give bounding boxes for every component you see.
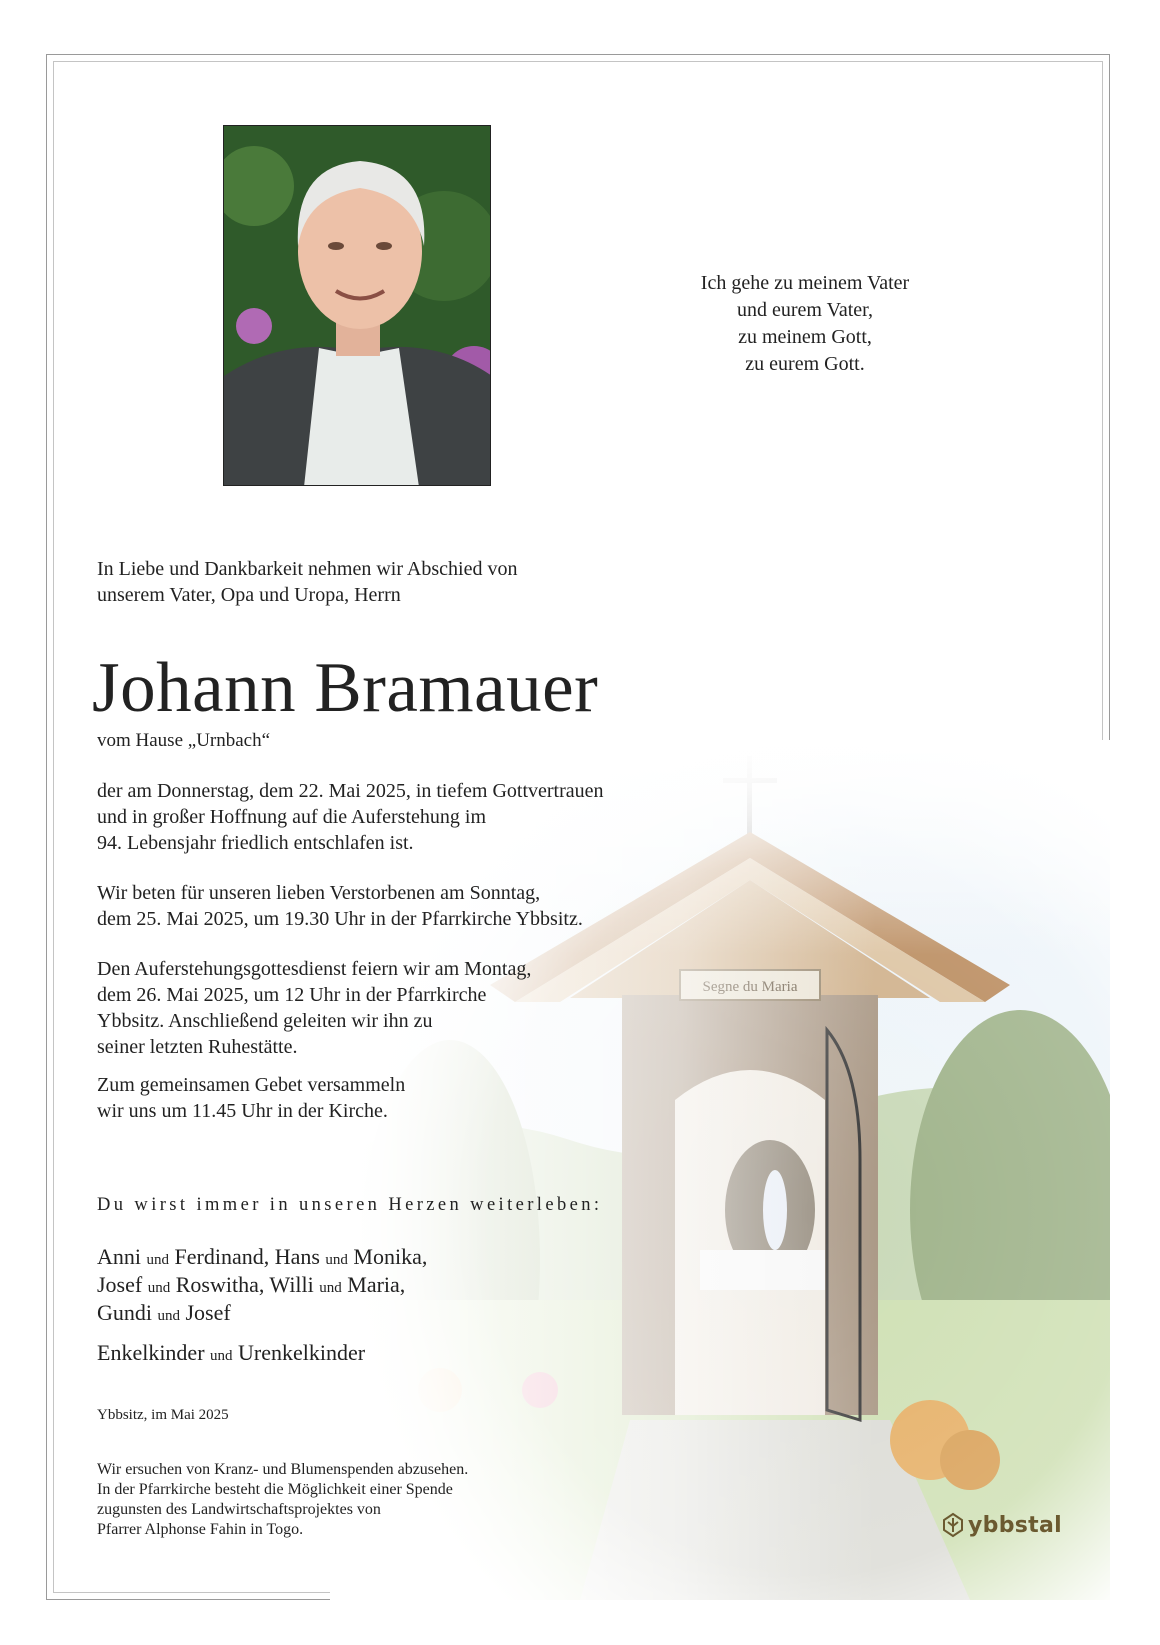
mourner-name: Anni bbox=[97, 1244, 141, 1269]
place-date: Ybbsitz, im Mai 2025 bbox=[97, 1407, 229, 1423]
donation-line: zugunsten des Landwirtschaftsprojektes von bbox=[97, 1501, 381, 1518]
ybbstal-logo bbox=[942, 1512, 1062, 1538]
verse-line: zu eurem Gott. bbox=[745, 353, 865, 375]
gathering-notice bbox=[97, 1072, 405, 1124]
gathering-line: Zum gemeinsamen Gebet versammeln bbox=[97, 1074, 406, 1096]
logo-text: ybbstal bbox=[968, 1512, 1062, 1538]
donation-line: Wir ersuchen von Kranz- und Blumenspenden abzusehen. bbox=[97, 1461, 469, 1478]
prayer-notice bbox=[97, 880, 583, 932]
mourner-name: Maria, bbox=[347, 1272, 406, 1297]
death-notice-line: und in großer Hoffnung auf die Auferstehung im bbox=[97, 806, 486, 828]
deceased-name: Johann Bramauer bbox=[92, 649, 599, 727]
mourner-name: Josef bbox=[97, 1272, 143, 1297]
prayer-line: dem 25. Mai 2025, um 19.30 Uhr in der Pfarrkirche Ybbsitz. bbox=[97, 908, 583, 930]
funeral-line: Den Auferstehungsgottesdienst feiern wir am Montag, bbox=[97, 958, 532, 980]
mourners-row bbox=[97, 1299, 231, 1330]
verse-line: Ich gehe zu meinem Vater bbox=[700, 272, 910, 294]
mourners-row bbox=[97, 1243, 427, 1274]
intro-line: In Liebe und Dankbarkeit nehmen wir Abschied von bbox=[97, 558, 518, 580]
mourner-name: Enkelkinder bbox=[97, 1340, 205, 1365]
intro-text bbox=[97, 556, 517, 608]
mourner-name: Monika, bbox=[353, 1244, 428, 1269]
logo-mark-icon bbox=[942, 1512, 964, 1538]
gathering-line: wir uns um 11.45 Uhr in der Kirche. bbox=[97, 1100, 388, 1122]
verse-line: zu meinem Gott, bbox=[738, 326, 872, 348]
conjunction: und bbox=[210, 1348, 233, 1364]
mourner-name: Urenkelkinder bbox=[238, 1340, 366, 1365]
funeral-line: Ybbsitz. Anschließend geleiten wir ihn zu bbox=[97, 1010, 433, 1032]
mourner-name: Josef bbox=[185, 1300, 231, 1325]
conjunction: und bbox=[319, 1280, 342, 1296]
house-name: vom Hause „Urnbach“ bbox=[97, 730, 271, 751]
conjunction: und bbox=[147, 1280, 171, 1296]
intro-line: unserem Vater, Opa und Uropa, Herrn bbox=[97, 584, 401, 606]
donation-line: Pfarrer Alphonse Fahin in Togo. bbox=[97, 1521, 304, 1538]
mourner-name: Gundi bbox=[97, 1300, 152, 1325]
mourner-name: Roswitha, Willi bbox=[175, 1272, 314, 1297]
mourner-name: Ferdinand, Hans bbox=[174, 1244, 320, 1269]
bible-verse bbox=[640, 270, 970, 378]
conjunction: und bbox=[325, 1252, 348, 1268]
prayer-line: Wir beten für unseren lieben Verstorbenen am Sonntag, bbox=[97, 882, 541, 904]
death-notice-line: der am Donnerstag, dem 22. Mai 2025, in tiefem Gottvertrauen bbox=[97, 780, 604, 802]
conjunction: und bbox=[157, 1308, 180, 1324]
verse-line: und eurem Vater, bbox=[736, 299, 873, 321]
funeral-notice bbox=[97, 956, 531, 1060]
portrait-photo bbox=[223, 125, 491, 486]
funeral-line: dem 26. Mai 2025, um 12 Uhr in der Pfarrkirche bbox=[97, 984, 487, 1006]
donation-note bbox=[97, 1460, 468, 1540]
funeral-line: seiner letzten Ruhestätte. bbox=[97, 1036, 298, 1058]
grandchildren-row bbox=[97, 1339, 365, 1370]
mourners-row bbox=[97, 1271, 405, 1302]
conjunction: und bbox=[146, 1252, 169, 1268]
death-notice-line: 94. Lebensjahr friedlich entschlafen ist. bbox=[97, 832, 414, 854]
donation-line: In der Pfarrkirche besteht die Möglichkeit einer Spende bbox=[97, 1481, 453, 1498]
death-notice bbox=[97, 778, 604, 856]
remembrance-line: Du wirst immer in unseren Herzen weiterleben: bbox=[97, 1195, 603, 1215]
